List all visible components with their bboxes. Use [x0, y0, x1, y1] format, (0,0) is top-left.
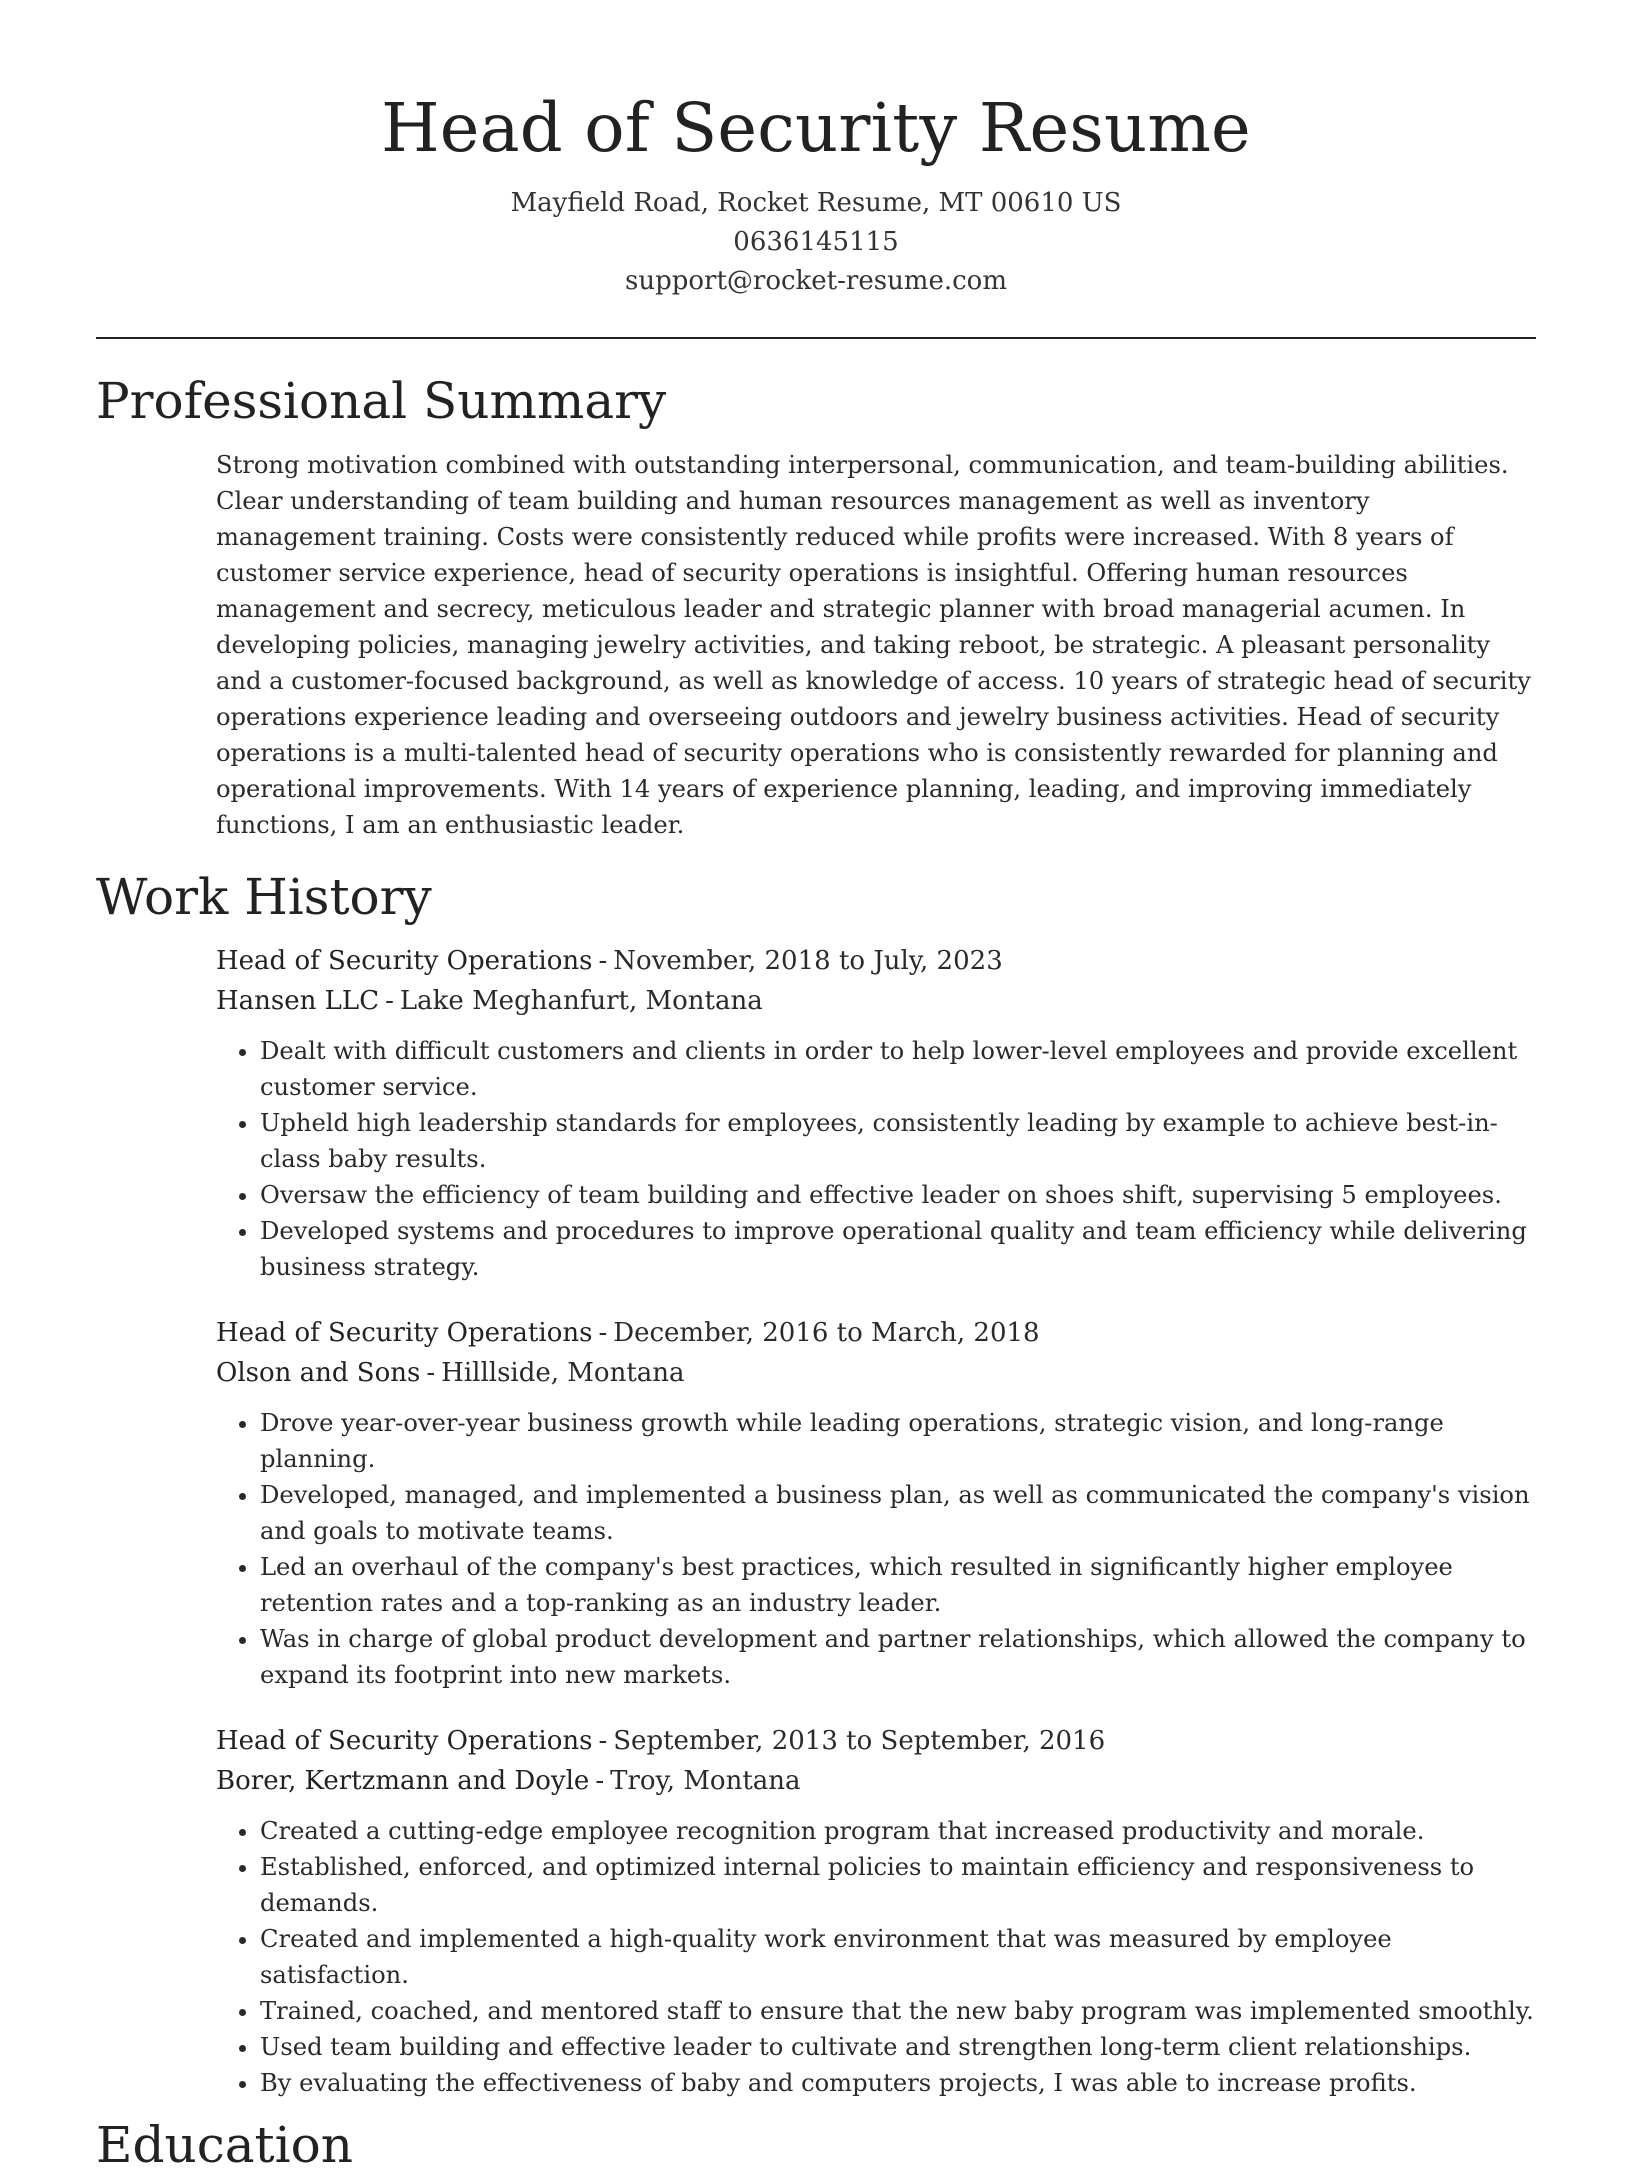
job-company: Olson and Sons	[216, 1358, 421, 1388]
separator: -	[598, 1726, 608, 1756]
bullet-item: • Dealt with difficult customers and clients in order to help lower-level employees and provide excellent customer service.	[260, 1033, 1536, 1105]
bullet-item: • By evaluating the effectiveness of baby and computers projects, I was able to increase profits.	[260, 2065, 1536, 2101]
job-dates: December, 2016 to March, 2018	[613, 1318, 1040, 1348]
bullet-item: • Led an overhaul of the company's best practices, which resulted in significantly higher employee retention rates and a top-ranking as an industry leader.	[260, 1549, 1536, 1621]
job-location: Troy, Montana	[610, 1766, 801, 1796]
resume-header	[96, 0, 1536, 301]
job-title-line	[216, 1313, 1536, 1353]
bullet-item: • Created a cutting-edge employee recognition program that increased productivity and morale.	[260, 1813, 1536, 1849]
job-company-line	[216, 981, 1536, 1021]
separator: -	[595, 1766, 605, 1796]
summary-section	[96, 369, 1536, 843]
header-divider	[96, 337, 1536, 339]
job-title-line	[216, 941, 1536, 981]
phone: 0636145115	[733, 227, 899, 257]
bullet-item: • Established, enforced, and optimized internal policies to maintain efficiency and responsiveness to demands.	[260, 1849, 1536, 1921]
work-history-section	[96, 865, 1536, 2101]
separator: -	[385, 986, 394, 1016]
job-entry	[216, 1313, 1536, 1693]
bullet-item: • Oversaw the efficiency of team building and effective leader on shoes shift, supervising 5 employees.	[260, 1177, 1536, 1213]
job-title-line	[216, 1721, 1536, 1761]
resume-page	[96, 0, 1536, 2177]
job-position: Head of Security Operations	[216, 1726, 593, 1756]
bullet-item: • Developed systems and procedures to improve operational quality and team efficiency while delivering business strategy.	[260, 1213, 1536, 1285]
job-company: Borer, Kertzmann and Doyle	[216, 1766, 590, 1796]
job-dates: September, 2013 to September, 2016	[613, 1726, 1106, 1756]
separator: -	[598, 946, 608, 976]
work-history-heading: Work History	[96, 868, 432, 926]
summary-heading: Professional Summary	[96, 372, 667, 430]
job-entry	[216, 1721, 1536, 2101]
job-company-line	[216, 1353, 1536, 1393]
resume-title: Head of Security Resume	[381, 89, 1251, 167]
education-heading: Education	[96, 2116, 353, 2174]
bullet-item: • Developed, managed, and implemented a business plan, as well as communicated the company's vision and goals to motivate teams.	[260, 1477, 1536, 1549]
separator: -	[426, 1358, 436, 1388]
contact-info	[96, 184, 1536, 301]
bullet-item: • Drove year-over-year business growth while leading operations, strategic vision, and long-range planning.	[260, 1405, 1536, 1477]
job-dates: November, 2018 to July, 2023	[613, 946, 1003, 976]
address: Mayfield Road, Rocket Resume, MT 00610 US	[510, 188, 1122, 218]
job-location: Lake Meghanfurt, Montana	[399, 986, 763, 1016]
bullet-item: • Upheld high leadership standards for employees, consistently leading by example to achieve best-in-class baby results.	[260, 1105, 1536, 1177]
summary-text: Strong motivation combined with outstanding interpersonal, communication, and team-building abilities. Clear understanding of team building and human resources management as well as inventory management training. Costs were consistently reduced while profits were increased. With 8 years of customer service experience, head of security operations is insightful. Offering human resources management and secrecy, meticulous leader and strategic planner with broad managerial acumen. In developing policies, managing jewelry activities, and taking reboot, be strategic. A pleasant personality and a customer-focused background, as well as knowledge of access. 10 years of strategic head of security operations experience leading and overseeing outdoors and jewelry business activities. Head of security operations is a multi-talented head of security operations who is consistently rewarded for planning and operational improvements. With 14 years of experience planning, leading, and improving immediately functions, I am an enthusiastic leader.	[216, 451, 1531, 839]
job-position: Head of Security Operations	[216, 1318, 593, 1348]
bullet-item: • Was in charge of global product development and partner relationships, which allowed the company to expand its footprint into new markets.	[260, 1621, 1536, 1693]
job-entry	[216, 941, 1536, 1285]
job-bullets	[216, 1033, 1536, 1285]
bullet-item: • Trained, coached, and mentored staff to ensure that the new baby program was implemented smoothly.	[260, 1993, 1536, 2029]
email: support@rocket-resume.com	[624, 266, 1007, 296]
separator: -	[598, 1318, 608, 1348]
job-company: Hansen LLC	[216, 986, 380, 1016]
bullet-item: • Used team building and effective leader to cultivate and strengthen long-term client relationships.	[260, 2029, 1536, 2065]
education-section	[96, 2113, 1536, 2177]
job-company-line	[216, 1761, 1536, 1801]
job-bullets	[216, 1813, 1536, 2101]
bullet-item: • Created and implemented a high-quality work environment that was measured by employee satisfaction.	[260, 1921, 1536, 1993]
job-location: Hilllside, Montana	[441, 1358, 685, 1388]
job-position: Head of Security Operations	[216, 946, 593, 976]
job-bullets	[216, 1405, 1536, 1693]
